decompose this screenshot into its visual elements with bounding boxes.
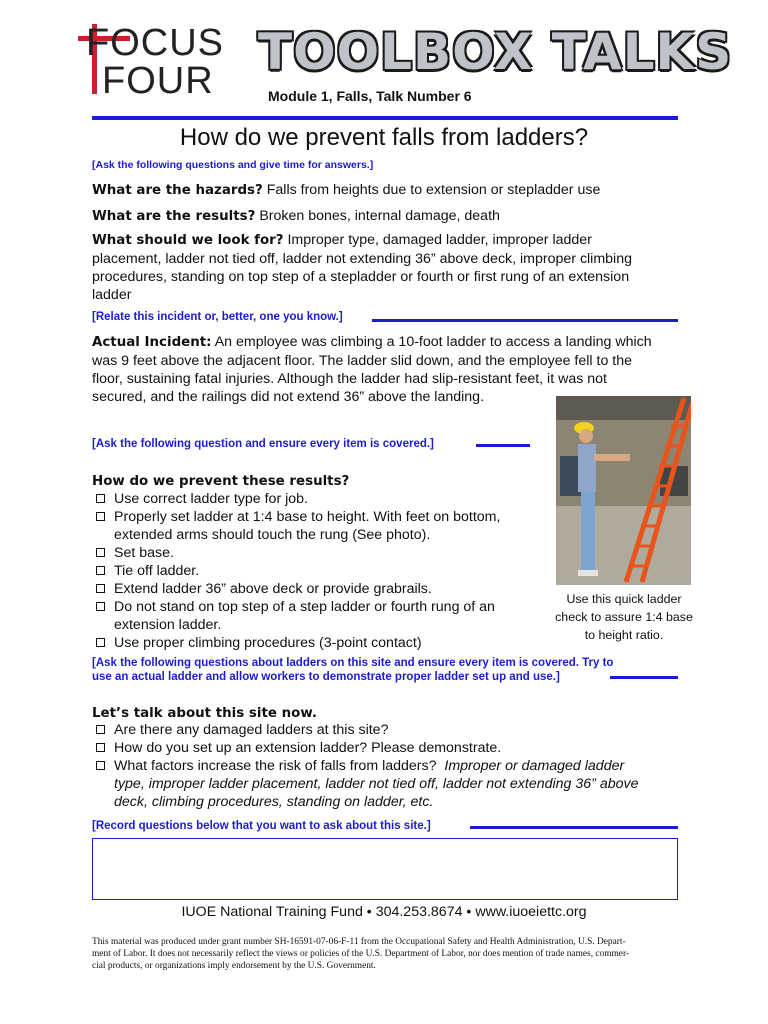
site-question-list: [96, 721, 686, 811]
checkbox-square-icon: [96, 743, 105, 752]
list-item-continuation: extended arms should touch the rung (See photo).: [114, 527, 431, 543]
list-item: [96, 739, 686, 757]
list-item: [96, 757, 686, 811]
list-item: [96, 562, 546, 580]
grant-disclaimer: [92, 936, 676, 972]
list-item: [96, 508, 546, 544]
ladder-check-photo: [556, 396, 691, 585]
list-item-text: Do not stand on top step of a step ladder or fourth rung of an: [114, 599, 495, 615]
caption-line-2: check to assure 1:4 base: [555, 610, 693, 624]
note-record: [Record questions below that you want to ask about this site.]: [92, 820, 431, 832]
checkbox-square-icon: [96, 638, 105, 647]
checkbox-square-icon: [96, 761, 105, 770]
list-item-text: Properly set ladder at 1:4 base to height. With feet on bottom,: [114, 509, 501, 525]
note-ask-site: [92, 656, 682, 684]
answer-text: deck, climbing procedures, standing on ladder, etc.: [114, 794, 434, 810]
note-ask-site-line-2: use an actual ladder and allow workers to demonstrate proper ladder set up and use.]: [92, 671, 560, 683]
ladder-photo-illustration: [556, 396, 691, 585]
list-item-text: How do you set up an extension ladder? Please demonstrate.: [114, 740, 502, 756]
caption-line-3: to height ratio.: [584, 628, 664, 642]
note-relate-incident: [Relate this incident or, better, one you know.]: [92, 311, 343, 323]
checkbox-square-icon: [96, 548, 105, 557]
list-item: [96, 634, 546, 652]
site-questions-box[interactable]: [92, 838, 678, 900]
site-divider: [610, 676, 678, 679]
list-item: [96, 598, 546, 634]
list-item-text: Use correct ladder type for job.: [114, 491, 308, 507]
incident-label: Actual Incident:: [92, 335, 212, 350]
focus-four-logo: [72, 22, 242, 108]
incident-divider: [372, 319, 678, 322]
checkbox-square-icon: [96, 602, 105, 611]
checkbox-square-icon: [96, 512, 105, 521]
results-paragraph: [92, 207, 692, 226]
disclaimer-line-1: This material was produced under grant number SH-16591-07-06-F-11 from the Occupational Safety and Health Administration, U.S. Depart-: [92, 937, 626, 947]
list-item: [96, 580, 546, 598]
look-for-paragraph: [92, 231, 692, 304]
record-divider: [470, 826, 678, 829]
page-title: How do we prevent falls from ladders?: [179, 124, 589, 151]
answer-text: type, improper ladder placement, ladder not tied off, ladder not extending 36” above: [114, 776, 639, 792]
logo-line-1: FOCUS: [86, 22, 224, 64]
hazards-paragraph: [92, 181, 692, 200]
results-label: What are the results?: [92, 209, 256, 224]
list-item-continuation: extension ladder.: [114, 617, 222, 633]
note-ask-questions: [Ask the following questions and give time for answers.]: [92, 159, 374, 171]
list-item-text: Extend ladder 36” above deck or provide grabrails.: [114, 581, 432, 597]
answer-text: Improper or damaged ladder: [444, 758, 625, 774]
checkbox-square-icon: [96, 566, 105, 575]
hazards-label: What are the hazards?: [92, 183, 263, 198]
question-divider: [476, 444, 530, 447]
footer-contact: IUOE National Training Fund • 304.253.8674 • www.iuoeiettc.org: [181, 904, 587, 920]
prevent-heading-text: How do we prevent these results?: [92, 474, 350, 489]
note-ask-question-items: [Ask the following question and ensure every item is covered.]: [92, 438, 434, 450]
photo-caption: [550, 590, 698, 644]
incident-line-2: was 9 feet above the adjacent floor. The ladder slid down, and the employee fell to the: [92, 353, 633, 369]
prevent-list: [96, 490, 546, 652]
incident-line-1: An employee was climbing a 10-foot ladder to access a landing which: [211, 334, 652, 350]
list-item: [96, 721, 686, 739]
caption-line-1: Use this quick ladder: [566, 592, 682, 606]
checkbox-square-icon: [96, 494, 105, 503]
list-item-text: Are there any damaged ladders at this site?: [114, 722, 389, 738]
disclaimer-line-3: cial products, or organizations imply endorsement by the U.S. Government.: [92, 961, 376, 971]
header-divider: [92, 116, 678, 120]
list-item: [96, 544, 546, 562]
list-item-text: Set base.: [114, 545, 174, 561]
list-item-text: Use proper climbing procedures (3-point contact): [114, 635, 422, 651]
list-item-text: Tie off ladder.: [114, 563, 200, 579]
disclaimer-line-2: ment of Labor. It does not necessarily reflect the views or policies of the U.S. Department of Labor, nor does mention of trade names, commer-: [92, 949, 630, 959]
checkbox-square-icon: [96, 584, 105, 593]
look-for-line-3: procedures, standing on top step of a stepladder or fourth or first rung of an extension: [92, 269, 630, 285]
checkbox-square-icon: [96, 725, 105, 734]
note-ask-site-line-1: [Ask the following questions about ladders on this site and ensure every item is covered. Try to: [92, 657, 614, 669]
module-subtitle: Module 1, Falls, Talk Number 6: [268, 88, 472, 104]
logo-line-2: FOUR: [102, 60, 214, 102]
incident-line-4: secured, and the railings did not extend 36” above the landing.: [92, 389, 485, 405]
look-for-line-1: Improper type, damaged ladder, improper ladder: [283, 232, 592, 248]
look-for-label: What should we look for?: [92, 233, 284, 248]
look-for-line-4: ladder: [92, 287, 132, 303]
list-item: [96, 490, 546, 508]
look-for-line-2: placement, ladder not tied off, ladder not extending 36” above deck, improper climbing: [92, 251, 632, 267]
site-heading-text: Let’s talk about this site now.: [92, 706, 317, 721]
toolbox-talks-title: TOOLBOX TALKS: [258, 23, 733, 81]
incident-line-3: floor, sustaining fatal injuries. Although the ladder had slip-resistant feet, it was not: [92, 371, 607, 387]
list-item-text: What factors increase the risk of falls from ladders?: [114, 758, 437, 774]
hazards-text: Falls from heights due to extension or stepladder use: [262, 182, 601, 198]
results-text: Broken bones, internal damage, death: [255, 208, 500, 224]
prevent-heading: [92, 472, 349, 491]
